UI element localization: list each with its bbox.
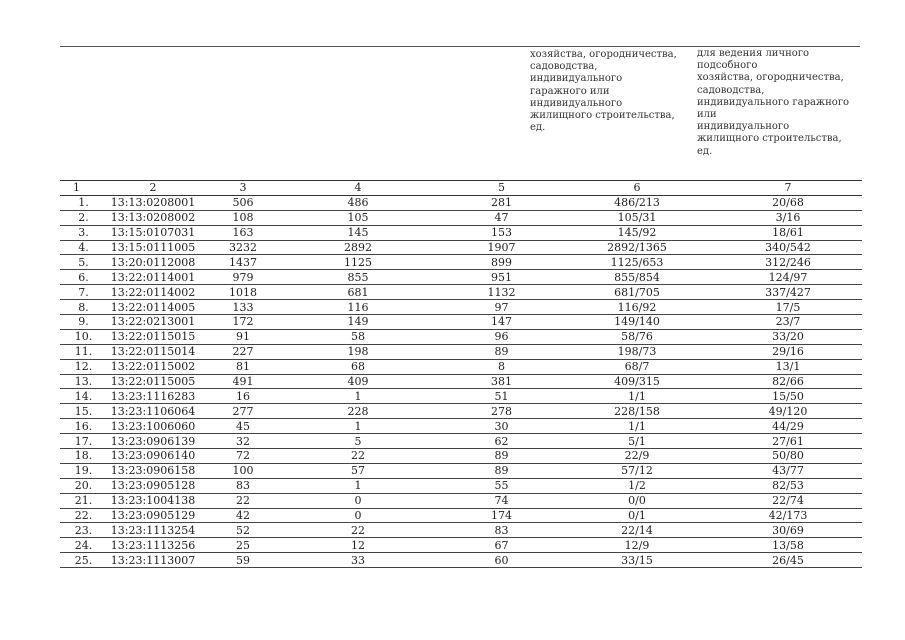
row-index: 24. bbox=[60, 538, 93, 553]
value-col-4: 33 bbox=[273, 553, 443, 568]
table-row bbox=[60, 553, 862, 568]
row-index: 2. bbox=[60, 210, 93, 225]
value-col-7: 22/74 bbox=[714, 493, 862, 508]
table-row bbox=[60, 210, 862, 225]
value-col-4: 681 bbox=[273, 285, 443, 300]
value-col-5: 51 bbox=[443, 389, 560, 404]
value-col-6: 2892/1365 bbox=[560, 240, 714, 255]
value-col-5: 8 bbox=[443, 359, 560, 374]
row-index: 25. bbox=[60, 553, 93, 568]
cadastral-number: 13:23:1006060 bbox=[93, 419, 213, 434]
value-col-3: 1018 bbox=[213, 285, 273, 300]
value-col-4: 2892 bbox=[273, 240, 443, 255]
column-7-header-line: хозяйства, огородничества, bbox=[697, 72, 844, 84]
value-col-7: 26/45 bbox=[714, 553, 862, 568]
value-col-3: 52 bbox=[213, 523, 273, 538]
value-col-5: 153 bbox=[443, 225, 560, 240]
value-col-3: 72 bbox=[213, 449, 273, 464]
value-col-3: 491 bbox=[213, 374, 273, 389]
column-6-header-line: садоводства, bbox=[530, 61, 598, 73]
cadastral-number: 13:22:0115015 bbox=[93, 329, 213, 344]
table-row bbox=[60, 374, 862, 389]
row-index: 6. bbox=[60, 270, 93, 285]
value-col-7: 13/1 bbox=[714, 359, 862, 374]
value-col-6: 486/213 bbox=[560, 195, 714, 210]
cadastral-number: 13:23:1004138 bbox=[93, 493, 213, 508]
table-row bbox=[60, 508, 862, 523]
value-col-6: 68/7 bbox=[560, 359, 714, 374]
row-index: 14. bbox=[60, 389, 93, 404]
value-col-6: 409/315 bbox=[560, 374, 714, 389]
column-number: 2 bbox=[93, 181, 213, 196]
value-col-5: 381 bbox=[443, 374, 560, 389]
value-col-3: 16 bbox=[213, 389, 273, 404]
value-col-5: 67 bbox=[443, 538, 560, 553]
cadastral-number: 13:23:0906158 bbox=[93, 463, 213, 478]
value-col-4: 22 bbox=[273, 449, 443, 464]
value-col-5: 89 bbox=[443, 344, 560, 359]
value-col-7: 30/69 bbox=[714, 523, 862, 538]
table-row bbox=[60, 195, 862, 210]
value-col-3: 42 bbox=[213, 508, 273, 523]
value-col-6: 681/705 bbox=[560, 285, 714, 300]
table-row bbox=[60, 449, 862, 464]
value-col-7: 50/80 bbox=[714, 449, 862, 464]
value-col-6: 5/1 bbox=[560, 434, 714, 449]
value-col-4: 105 bbox=[273, 210, 443, 225]
value-col-3: 506 bbox=[213, 195, 273, 210]
value-col-4: 409 bbox=[273, 374, 443, 389]
value-col-5: 174 bbox=[443, 508, 560, 523]
value-col-7: 17/5 bbox=[714, 300, 862, 315]
value-col-6: 22/14 bbox=[560, 523, 714, 538]
table-row bbox=[60, 300, 862, 315]
row-index: 4. bbox=[60, 240, 93, 255]
value-col-4: 149 bbox=[273, 315, 443, 330]
value-col-3: 32 bbox=[213, 434, 273, 449]
cadastral-number: 13:23:1116283 bbox=[93, 389, 213, 404]
value-col-3: 100 bbox=[213, 463, 273, 478]
value-col-6: 1/2 bbox=[560, 478, 714, 493]
value-col-4: 1 bbox=[273, 389, 443, 404]
value-col-5: 89 bbox=[443, 449, 560, 464]
value-col-7: 340/542 bbox=[714, 240, 862, 255]
value-col-5: 47 bbox=[443, 210, 560, 225]
cadastral-number: 13:23:1106064 bbox=[93, 404, 213, 419]
row-index: 19. bbox=[60, 463, 93, 478]
column-number: 4 bbox=[273, 181, 443, 196]
value-col-6: 855/854 bbox=[560, 270, 714, 285]
column-number: 5 bbox=[443, 181, 560, 196]
value-col-3: 81 bbox=[213, 359, 273, 374]
value-col-7: 44/29 bbox=[714, 419, 862, 434]
value-col-7: 13/58 bbox=[714, 538, 862, 553]
column-7-header-line: жилищного строительства, bbox=[697, 133, 842, 145]
column-6-header bbox=[530, 49, 690, 134]
value-col-4: 1 bbox=[273, 419, 443, 434]
value-col-6: 22/9 bbox=[560, 449, 714, 464]
value-col-3: 133 bbox=[213, 300, 273, 315]
row-index: 23. bbox=[60, 523, 93, 538]
cadastral-number: 13:22:0213001 bbox=[93, 315, 213, 330]
cadastral-number: 13:15:0111005 bbox=[93, 240, 213, 255]
value-col-6: 58/76 bbox=[560, 329, 714, 344]
value-col-5: 1907 bbox=[443, 240, 560, 255]
cadastral-number: 13:23:1113256 bbox=[93, 538, 213, 553]
value-col-6: 12/9 bbox=[560, 538, 714, 553]
value-col-3: 979 bbox=[213, 270, 273, 285]
table-row bbox=[60, 329, 862, 344]
value-col-7: 337/427 bbox=[714, 285, 862, 300]
table-row bbox=[60, 404, 862, 419]
value-col-4: 1125 bbox=[273, 255, 443, 270]
value-col-5: 60 bbox=[443, 553, 560, 568]
cadastral-number: 13:22:0114001 bbox=[93, 270, 213, 285]
column-7-header-line: для ведения личного bbox=[697, 48, 810, 59]
value-col-4: 22 bbox=[273, 523, 443, 538]
value-col-5: 1132 bbox=[443, 285, 560, 300]
row-index: 21. bbox=[60, 493, 93, 508]
value-col-3: 22 bbox=[213, 493, 273, 508]
value-col-3: 108 bbox=[213, 210, 273, 225]
value-col-5: 55 bbox=[443, 478, 560, 493]
value-col-3: 83 bbox=[213, 478, 273, 493]
column-7-header-line: индивидуального гаражного bbox=[697, 96, 850, 108]
value-col-5: 951 bbox=[443, 270, 560, 285]
cadastral-number: 13:23:1113254 bbox=[93, 523, 213, 538]
column-6-header-line: хозяйства, огородничества, bbox=[530, 49, 677, 60]
value-col-5: 74 bbox=[443, 493, 560, 508]
row-index: 15. bbox=[60, 404, 93, 419]
table-row bbox=[60, 523, 862, 538]
table-row bbox=[60, 240, 862, 255]
value-col-7: 33/20 bbox=[714, 329, 862, 344]
value-col-7: 29/16 bbox=[714, 344, 862, 359]
value-col-6: 33/15 bbox=[560, 553, 714, 568]
row-index: 20. bbox=[60, 478, 93, 493]
value-col-4: 228 bbox=[273, 404, 443, 419]
row-index: 13. bbox=[60, 374, 93, 389]
value-col-3: 91 bbox=[213, 329, 273, 344]
value-col-7: 312/246 bbox=[714, 255, 862, 270]
table-row bbox=[60, 359, 862, 374]
column-number: 7 bbox=[714, 181, 862, 196]
table-row bbox=[60, 478, 862, 493]
value-col-5: 83 bbox=[443, 523, 560, 538]
value-col-6: 1/1 bbox=[560, 389, 714, 404]
table-row bbox=[60, 463, 862, 478]
table-row bbox=[60, 493, 862, 508]
cadastral-number: 13:13:0208002 bbox=[93, 210, 213, 225]
column-6-header-line: жилищного строительства, bbox=[530, 110, 675, 122]
value-col-5: 89 bbox=[443, 463, 560, 478]
value-col-4: 198 bbox=[273, 344, 443, 359]
column-6-header-line: индивидуального bbox=[530, 97, 623, 109]
column-7-header bbox=[697, 48, 862, 158]
column-6-header-line: индивидуального bbox=[530, 73, 623, 85]
value-col-7: 27/61 bbox=[714, 434, 862, 449]
value-col-6: 57/12 bbox=[560, 463, 714, 478]
value-col-3: 59 bbox=[213, 553, 273, 568]
value-col-3: 3232 bbox=[213, 240, 273, 255]
cadastral-number: 13:23:0905129 bbox=[93, 508, 213, 523]
value-col-7: 82/66 bbox=[714, 374, 862, 389]
value-col-5: 278 bbox=[443, 404, 560, 419]
column-number-row bbox=[60, 181, 862, 196]
table-row bbox=[60, 389, 862, 404]
table-row bbox=[60, 344, 862, 359]
value-col-7: 23/7 bbox=[714, 315, 862, 330]
cadastral-number: 13:22:0114002 bbox=[93, 285, 213, 300]
value-col-3: 277 bbox=[213, 404, 273, 419]
table-row bbox=[60, 315, 862, 330]
value-col-7: 49/120 bbox=[714, 404, 862, 419]
column-6-header-line: гаражного или bbox=[530, 85, 610, 97]
header-top-rule bbox=[60, 46, 860, 47]
value-col-7: 18/61 bbox=[714, 225, 862, 240]
cadastral-number: 13:23:0906139 bbox=[93, 434, 213, 449]
value-col-6: 105/31 bbox=[560, 210, 714, 225]
value-col-3: 172 bbox=[213, 315, 273, 330]
value-col-7: 20/68 bbox=[714, 195, 862, 210]
row-index: 16. bbox=[60, 419, 93, 434]
cadastral-number: 13:20:0112008 bbox=[93, 255, 213, 270]
row-index: 10. bbox=[60, 329, 93, 344]
value-col-4: 57 bbox=[273, 463, 443, 478]
value-col-6: 145/92 bbox=[560, 225, 714, 240]
value-col-4: 855 bbox=[273, 270, 443, 285]
column-6-header-line: ед. bbox=[530, 122, 546, 134]
table-row bbox=[60, 419, 862, 434]
value-col-5: 30 bbox=[443, 419, 560, 434]
table-row bbox=[60, 434, 862, 449]
column-7-header-line: или bbox=[697, 109, 717, 121]
value-col-4: 68 bbox=[273, 359, 443, 374]
row-index: 17. bbox=[60, 434, 93, 449]
value-col-6: 198/73 bbox=[560, 344, 714, 359]
value-col-5: 147 bbox=[443, 315, 560, 330]
column-number: 6 bbox=[560, 181, 714, 196]
column-7-header-line: индивидуального bbox=[697, 121, 790, 133]
value-col-5: 96 bbox=[443, 329, 560, 344]
value-col-4: 486 bbox=[273, 195, 443, 210]
value-col-7: 124/97 bbox=[714, 270, 862, 285]
value-col-7: 43/77 bbox=[714, 463, 862, 478]
value-col-3: 25 bbox=[213, 538, 273, 553]
row-index: 12. bbox=[60, 359, 93, 374]
value-col-6: 1/1 bbox=[560, 419, 714, 434]
cadastral-number: 13:22:0114005 bbox=[93, 300, 213, 315]
value-col-3: 1437 bbox=[213, 255, 273, 270]
value-col-7: 82/53 bbox=[714, 478, 862, 493]
value-col-4: 0 bbox=[273, 493, 443, 508]
value-col-4: 1 bbox=[273, 478, 443, 493]
column-7-header-line: ед. bbox=[697, 145, 713, 157]
value-col-3: 45 bbox=[213, 419, 273, 434]
row-index: 18. bbox=[60, 449, 93, 464]
value-col-5: 62 bbox=[443, 434, 560, 449]
value-col-6: 0/1 bbox=[560, 508, 714, 523]
value-col-4: 58 bbox=[273, 329, 443, 344]
value-col-5: 281 bbox=[443, 195, 560, 210]
cadastral-number: 13:22:0115005 bbox=[93, 374, 213, 389]
column-7-header-line: подсобного bbox=[697, 60, 758, 72]
value-col-6: 149/140 bbox=[560, 315, 714, 330]
value-col-6: 116/92 bbox=[560, 300, 714, 315]
value-col-4: 12 bbox=[273, 538, 443, 553]
value-col-6: 228/158 bbox=[560, 404, 714, 419]
value-col-3: 227 bbox=[213, 344, 273, 359]
value-col-4: 0 bbox=[273, 508, 443, 523]
cadastral-number: 13:22:0115002 bbox=[93, 359, 213, 374]
column-number: 1 bbox=[60, 181, 93, 196]
row-index: 9. bbox=[60, 315, 93, 330]
row-index: 11. bbox=[60, 344, 93, 359]
value-col-4: 145 bbox=[273, 225, 443, 240]
table-body bbox=[60, 181, 862, 568]
value-col-6: 1125/653 bbox=[560, 255, 714, 270]
value-col-4: 116 bbox=[273, 300, 443, 315]
cadastral-number: 13:13:0208001 bbox=[93, 195, 213, 210]
row-index: 8. bbox=[60, 300, 93, 315]
cadastral-number: 13:23:0905128 bbox=[93, 478, 213, 493]
cadastral-number: 13:22:0115014 bbox=[93, 344, 213, 359]
value-col-3: 163 bbox=[213, 225, 273, 240]
cadastral-number: 13:23:0906140 bbox=[93, 449, 213, 464]
value-col-4: 5 bbox=[273, 434, 443, 449]
value-col-5: 899 bbox=[443, 255, 560, 270]
row-index: 3. bbox=[60, 225, 93, 240]
row-index: 5. bbox=[60, 255, 93, 270]
column-7-header-line: садоводства, bbox=[697, 84, 765, 96]
value-col-7: 42/173 bbox=[714, 508, 862, 523]
table-row bbox=[60, 225, 862, 240]
value-col-7: 3/16 bbox=[714, 210, 862, 225]
row-index: 1. bbox=[60, 195, 93, 210]
row-index: 7. bbox=[60, 285, 93, 300]
value-col-5: 97 bbox=[443, 300, 560, 315]
value-col-6: 0/0 bbox=[560, 493, 714, 508]
table-row bbox=[60, 538, 862, 553]
column-number: 3 bbox=[213, 181, 273, 196]
table-row bbox=[60, 270, 862, 285]
cadastral-number: 13:23:1113007 bbox=[93, 553, 213, 568]
value-col-7: 15/50 bbox=[714, 389, 862, 404]
data-table bbox=[60, 180, 862, 568]
table-row bbox=[60, 255, 862, 270]
table-row bbox=[60, 285, 862, 300]
row-index: 22. bbox=[60, 508, 93, 523]
cadastral-number: 13:15:0107031 bbox=[93, 225, 213, 240]
